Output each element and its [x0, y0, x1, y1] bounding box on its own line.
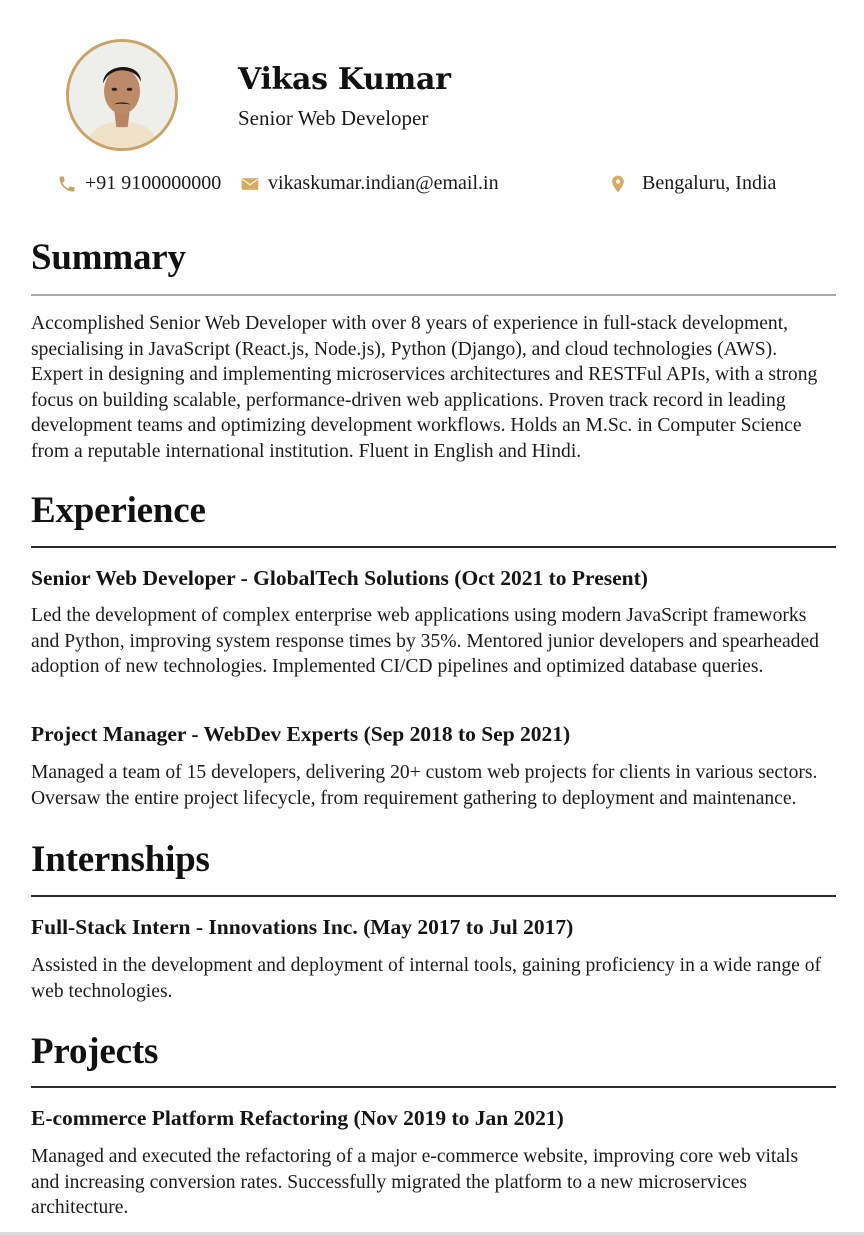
phone-icon — [57, 174, 77, 194]
internship-item-description: Assisted in the development and deployment of internal tools, gaining proficiency in a wide range of web technologies. — [31, 955, 822, 1002]
summary-heading: Summary — [31, 237, 186, 278]
envelope-icon — [240, 174, 260, 194]
internships-divider — [31, 895, 836, 897]
project-item-description: Managed and executed the refactoring of a major e-commerce website, improving core web vitals and increasing conversion rates. Successfully migrated the platform to a new microservices architecture. — [31, 1146, 799, 1219]
candidate-title: Senior Web Developer — [238, 106, 429, 130]
experience-item-description: Led the development of complex enterprise web applications using modern JavaScript frameworks and Python, improving system response times by 35%. Mentored junior developers and spearheaded adoption of new technologies. Implemented CI/CD pipelines and optimized database queries. — [31, 605, 819, 678]
phone-text: +91 9100000000 — [85, 172, 222, 194]
internship-item-title: Full-Stack Intern - Innovations Inc. (May 2017 to Jul 2017) — [31, 915, 574, 939]
profile-photo-icon — [69, 42, 175, 148]
experience-item-description: Managed a team of 15 developers, delivering 20+ custom web projects for clients in various sectors. Oversaw the entire project lifecycle, from requirement gathering to deployment and maintenance. — [31, 762, 818, 809]
avatar — [66, 39, 178, 151]
summary-divider — [31, 294, 836, 296]
internships-heading: Internships — [31, 839, 210, 880]
candidate-name: Vikas Kumar — [238, 62, 451, 97]
contact-phone[interactable] — [57, 172, 221, 195]
projects-heading: Projects — [31, 1031, 159, 1072]
map-pin-icon — [608, 174, 628, 194]
projects-divider — [31, 1086, 836, 1088]
contact-email[interactable] — [240, 172, 499, 195]
summary-text: Accomplished Senior Web Developer with over 8 years of experience in full-stack development, specialising in JavaScript (React.js, Node.js), Python (Django), and cloud technologies (AWS). Expert in designing and implementing microservices architectures and RESTFul APIs, with a strong focus on building scalable, performance-driven web applications. Proven track record in leading development teams and optimizing development workflows. Holds an M.Sc. in Computer Science from a reputable international institution. Fluent in English and Hindi. — [31, 313, 818, 462]
experience-divider — [31, 546, 836, 548]
experience-item-title: Project Manager - WebDev Experts (Sep 2018 to Sep 2021) — [31, 722, 571, 746]
email-text: vikaskumar.indian@email.in — [268, 172, 499, 194]
location-text: Bengaluru, India — [642, 172, 777, 194]
project-item-title: E-commerce Platform Refactoring (Nov 2019 to Jan 2021) — [31, 1106, 564, 1130]
experience-heading: Experience — [31, 490, 206, 531]
experience-item-title: Senior Web Developer - GlobalTech Solutions (Oct 2021 to Present) — [31, 566, 648, 590]
contact-location — [608, 172, 776, 195]
